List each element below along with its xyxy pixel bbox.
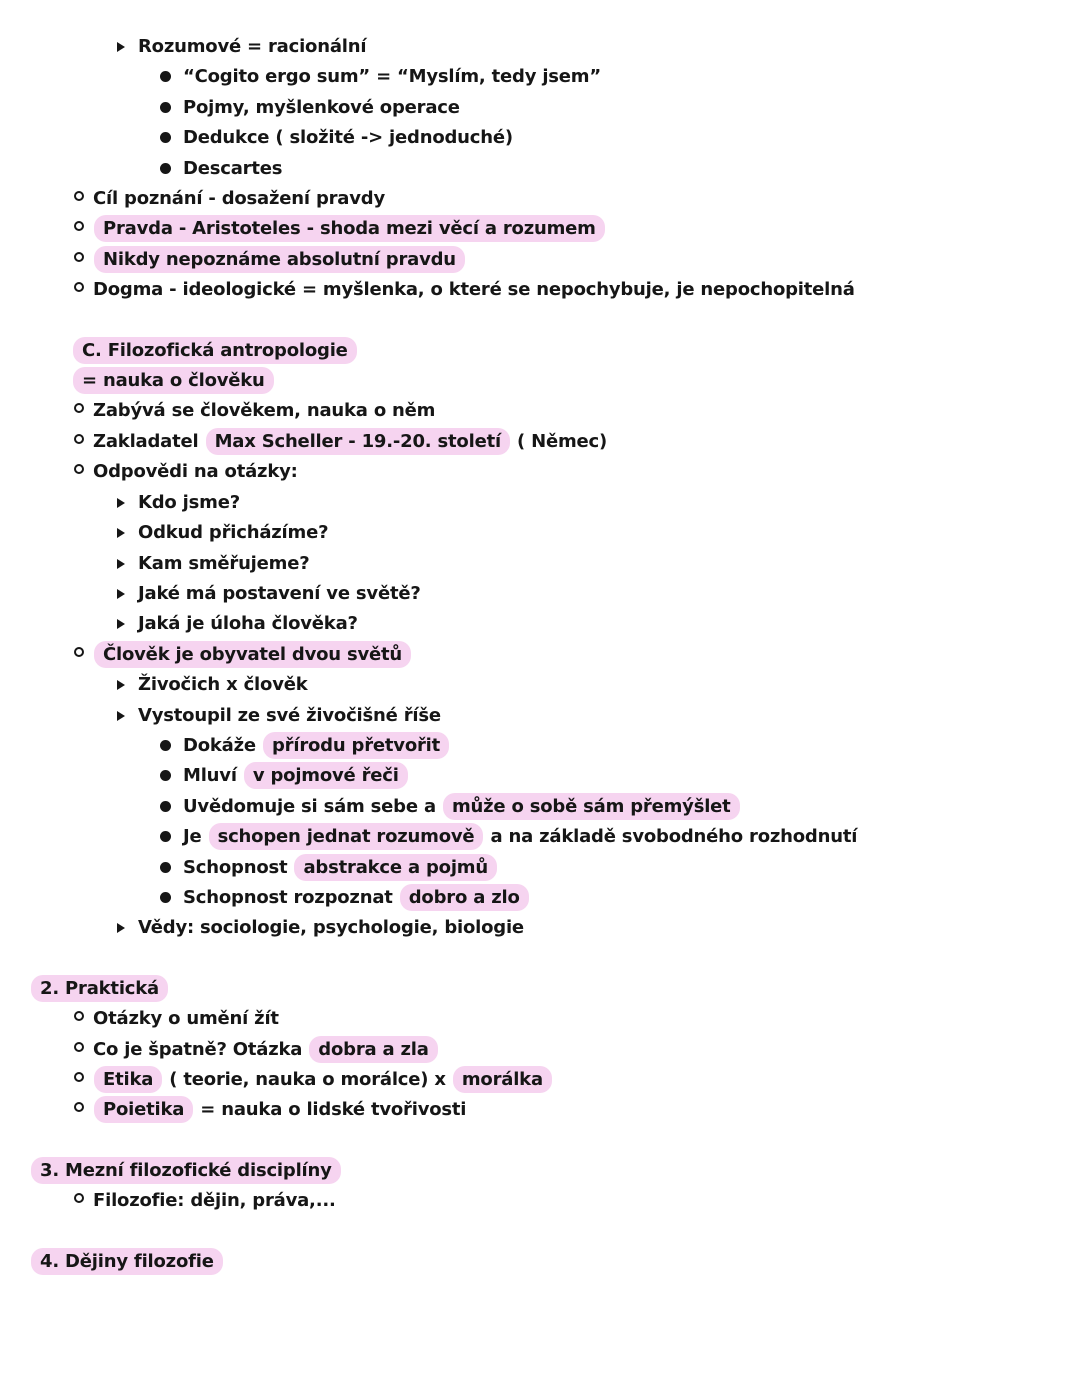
- dot-bullet-icon: [160, 102, 171, 113]
- note-text: a na základě svobodného rozhodnutí: [484, 826, 858, 848]
- note-text: Kdo jsme?: [138, 491, 240, 513]
- note-line: [0, 366, 1080, 396]
- highlighted-text: Etika: [94, 1066, 162, 1093]
- note-line: [0, 883, 1080, 913]
- note-text: Živočich x člověk: [138, 674, 308, 696]
- note-line: [0, 579, 1080, 609]
- note-line: [0, 1247, 1080, 1277]
- triangle-bullet-icon: [117, 680, 125, 690]
- note-line: [0, 761, 1080, 791]
- dot-bullet-icon: [160, 801, 171, 812]
- note-line: [0, 853, 1080, 883]
- highlighted-text: Pravda - Aristoteles - shoda mezi věcí a rozumem: [94, 215, 605, 242]
- triangle-bullet-icon: [117, 619, 125, 629]
- note-text: “Cogito ergo sum” = “Myslím, tedy jsem”: [183, 66, 601, 88]
- note-text: Mluví: [183, 765, 243, 787]
- note-text: Cíl poznání - dosažení pravdy: [93, 188, 385, 210]
- highlighted-text: 3. Mezní filozofické disciplíny: [31, 1157, 341, 1184]
- note-text: Co je špatně? Otázka: [93, 1038, 309, 1060]
- note-text: Otázky o umění žít: [93, 1008, 279, 1030]
- note-line: [0, 913, 1080, 943]
- note-line: [0, 640, 1080, 670]
- note-line: [0, 396, 1080, 426]
- highlighted-text: Max Scheller - 19.-20. století: [206, 428, 510, 455]
- note-line: [0, 32, 1080, 62]
- note-text: Odpovědi na otázky:: [93, 461, 298, 483]
- dot-bullet-icon: [160, 831, 171, 842]
- note-line: [0, 822, 1080, 852]
- note-text: Kam směřujeme?: [138, 552, 310, 574]
- note-line: [0, 609, 1080, 639]
- highlighted-text: C. Filozofická antropologie: [73, 337, 357, 364]
- highlighted-text: Poietika: [94, 1096, 193, 1123]
- note-text: Zabývá se člověkem, nauka o něm: [93, 400, 436, 422]
- note-line: [0, 488, 1080, 518]
- note-text: Jaká je úloha člověka?: [138, 613, 358, 635]
- note-line: [0, 1065, 1080, 1095]
- highlighted-text: v pojmové řeči: [244, 762, 408, 789]
- note-line: [0, 62, 1080, 92]
- triangle-bullet-icon: [117, 923, 125, 933]
- triangle-bullet-icon: [117, 559, 125, 569]
- circle-bullet-icon: [74, 403, 84, 413]
- note-text: ( teorie, nauka o morálce) x: [163, 1069, 452, 1090]
- triangle-bullet-icon: [117, 42, 125, 52]
- circle-bullet-icon: [74, 191, 84, 201]
- highlighted-text: Nikdy nepoznáme absolutní pravdu: [94, 246, 465, 273]
- circle-bullet-icon: [74, 1072, 84, 1082]
- highlighted-text: dobro a zlo: [400, 884, 529, 911]
- note-text: Dogma - ideologické = myšlenka, o které se nepochybuje, je nepochopitelná: [93, 279, 855, 301]
- note-text: Schopnost: [183, 856, 294, 878]
- highlighted-text: = nauka o člověku: [73, 367, 274, 394]
- note-line: [0, 1004, 1080, 1034]
- circle-bullet-icon: [74, 464, 84, 474]
- note-text: Zakladatel: [93, 430, 205, 452]
- note-text: ( Němec): [510, 430, 608, 452]
- note-text: Filozofie: dějin, práva,...: [93, 1190, 336, 1212]
- highlighted-text: může o sobě sám přemýšlet: [443, 793, 740, 820]
- highlighted-text: abstrakce a pojmů: [294, 854, 497, 881]
- note-line: [0, 792, 1080, 822]
- note-text: Odkud přicházíme?: [138, 522, 329, 544]
- triangle-bullet-icon: [117, 528, 125, 538]
- note-text: Descartes: [183, 157, 283, 179]
- note-line: [0, 518, 1080, 548]
- note-line: [0, 1186, 1080, 1216]
- circle-bullet-icon: [74, 1193, 84, 1203]
- highlighted-text: schopen jednat rozumově: [209, 823, 484, 850]
- triangle-bullet-icon: [117, 589, 125, 599]
- note-line: [0, 457, 1080, 487]
- note-line: [0, 245, 1080, 275]
- highlighted-text: 2. Praktická: [31, 975, 168, 1002]
- note-line: [0, 1035, 1080, 1065]
- note-line: [0, 275, 1080, 305]
- circle-bullet-icon: [74, 1042, 84, 1052]
- circle-bullet-icon: [74, 434, 84, 444]
- dot-bullet-icon: [160, 892, 171, 903]
- note-line: [0, 1095, 1080, 1125]
- dot-bullet-icon: [160, 770, 171, 781]
- highlighted-text: Člověk je obyvatel dvou světů: [94, 641, 411, 668]
- triangle-bullet-icon: [117, 498, 125, 508]
- dot-bullet-icon: [160, 862, 171, 873]
- note-line: [0, 154, 1080, 184]
- highlighted-text: morálka: [453, 1066, 552, 1093]
- highlighted-text: přírodu přetvořit: [263, 732, 449, 759]
- circle-bullet-icon: [74, 1011, 84, 1021]
- note-text: = nauka o lidské tvořivosti: [194, 1099, 467, 1121]
- highlighted-text: dobra a zla: [309, 1036, 437, 1063]
- note-text: Jaké má postavení ve světě?: [138, 582, 421, 604]
- note-text: Uvědomuje si sám sebe a: [183, 795, 442, 817]
- note-line: [0, 214, 1080, 244]
- note-line: [0, 184, 1080, 214]
- circle-bullet-icon: [74, 647, 84, 657]
- circle-bullet-icon: [74, 252, 84, 262]
- note-line: [0, 93, 1080, 123]
- circle-bullet-icon: [74, 221, 84, 231]
- note-line: [0, 123, 1080, 153]
- note-text: Rozumové = racionální: [138, 36, 367, 57]
- highlighted-text: 4. Dějiny filozofie: [31, 1248, 223, 1275]
- note-line: [0, 427, 1080, 457]
- dot-bullet-icon: [160, 71, 171, 82]
- note-text: Vystoupil ze své živočišné říše: [138, 704, 441, 726]
- note-text: Dedukce ( složité -> jednoduché): [183, 127, 513, 149]
- note-text: Vědy: sociologie, psychologie, biologie: [138, 917, 524, 939]
- dot-bullet-icon: [160, 740, 171, 751]
- note-text: Schopnost rozpoznat: [183, 886, 399, 908]
- note-line: [0, 670, 1080, 700]
- note-text: Je: [183, 826, 208, 848]
- note-line: [0, 1156, 1080, 1186]
- note-line: [0, 731, 1080, 761]
- dot-bullet-icon: [160, 163, 171, 174]
- note-line: [0, 336, 1080, 366]
- dot-bullet-icon: [160, 132, 171, 143]
- circle-bullet-icon: [74, 282, 84, 292]
- note-line: [0, 701, 1080, 731]
- note-line: [0, 974, 1080, 1004]
- note-text: Dokáže: [183, 734, 262, 756]
- triangle-bullet-icon: [117, 711, 125, 721]
- note-line: [0, 549, 1080, 579]
- note-text: Pojmy, myšlenkové operace: [183, 96, 460, 118]
- circle-bullet-icon: [74, 1102, 84, 1112]
